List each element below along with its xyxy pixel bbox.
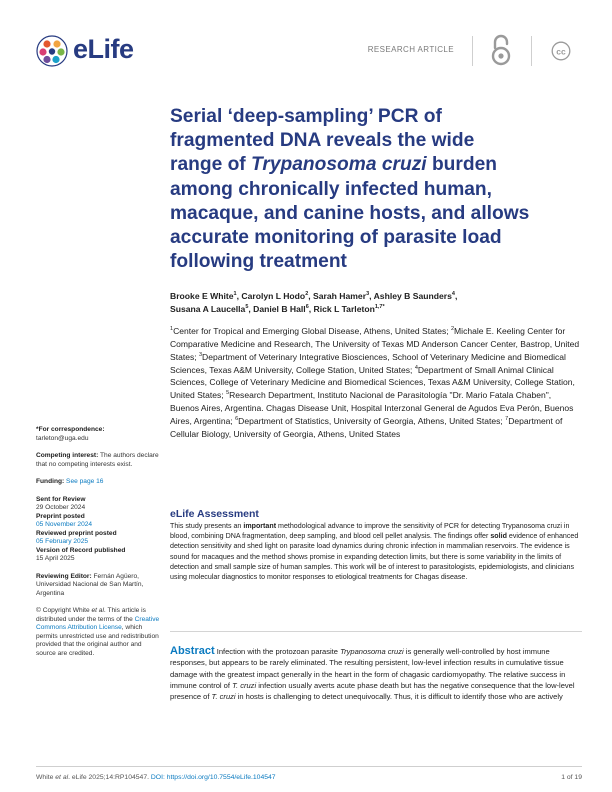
elife-logo[interactable] <box>36 33 146 69</box>
preprint-link[interactable]: 05 November 2024 <box>36 521 93 528</box>
header-divider <box>472 36 473 66</box>
page-number: 1 of 19 <box>561 774 582 781</box>
elife-logo-text: eLife <box>73 34 134 64</box>
correspondence-email[interactable]: tarleton@uga.edu <box>36 434 89 442</box>
publication-history: Sent for Review 29 October 2024 Preprint posted 05 November 2024 Reviewed preprint posted 05 February 2025 Version of Record published 15 April 2025 <box>36 496 160 564</box>
author-name[interactable]: Rick L Tarleton <box>313 304 375 314</box>
section-divider <box>170 631 582 632</box>
creative-commons-icon[interactable] <box>551 41 571 61</box>
author-name[interactable]: Ashley B Saunders <box>373 291 452 301</box>
author-list: Brooke E White$^1$, Carolyn L Hodo$^2$, Sarah Hamer$^3$, Ashley B Saunders$^4$, Susana A Laucella$^5$, Daniel B Hall$^6$, Rick L Tarleton$^{1,7*}$ <box>170 291 458 314</box>
doi-link[interactable]: DOI: https://doi.org/10.7554/eLife.104547 <box>150 774 276 781</box>
article-type-label: RESEARCH ARTICLE <box>367 45 454 54</box>
copyright-block: © Copyright White et al. This article is distributed under the terms of the Creative Commons Attribution License, which permits unrestricted use and redistribution provided that the original author and source are credited. <box>36 607 160 657</box>
author-name[interactable]: Brooke E White <box>170 291 234 301</box>
author-name[interactable]: Sarah Hamer <box>313 291 367 301</box>
reviewed-preprint-link[interactable]: 05 February 2025 <box>36 538 89 545</box>
assessment-heading: eLife Assessment <box>170 508 259 520</box>
competing-interest-block: Competing interest: The authors declare that no competing interests exist. <box>36 452 159 468</box>
abstract: Abstract Infection with the protozoan parasite Trypanosoma cruzi is generally well-controlled by host immune responses, but appears to be rarely eliminated. The resulting persistent, low-level infection results in cumulative tissue damage with the greatest impact generally in the heart in the form of chagasic cardiomyopathy. The relative success in immune control of T. cruzi infection usually averts acute phase death but has the negative consequence that the low-level presence of T. cruzi in hosts is challenging to detect unequivocally. Thus, it is difficult to identify those who are actively <box>170 645 575 702</box>
article-sidebar <box>36 426 160 667</box>
copyright-icon: © <box>36 607 41 614</box>
affiliation-list: $^1$Center for Tropical and Emerging Global Disease, Athens, United States; $^2$Michale E. Keeling Center for Comparative Medicine and Research, The University of Texas MD Anderson Cancer Center, Bastrop, United States; $^3$Department of Veterinary Integrative Biosciences, School of Veterinary Medicine and Biomedical Sciences, Texas A&M University, College Station, United States; $^4$Department of Small Animal Clinical Sciences, College of Veterinary Medicine and Biomedical Sciences, Texas A&M University, College Station, United States; $^5$Research Department, Instituto Nacional de Parasitología "Dr. Mario Fatala Chaben", Buenos Aires, Argentina. Chagas Disease Unit, Hospital Interzonal General de Agudos Eva Perón, Buenos Aires, Argentina; $^6$Department of Statistics, University of Georgia, Athens, United States; $^7$Department of Cellular Biology, University of Georgia, Athens, United States <box>170 326 580 439</box>
license-link[interactable]: Creative Commons Attribution License <box>36 615 160 631</box>
header-divider <box>531 36 532 66</box>
abstract-heading: Abstract <box>170 645 215 657</box>
footer-divider <box>36 766 582 767</box>
correspondence-block: *For correspondence: tarleton@uga.edu <box>36 426 160 443</box>
funding-block: Funding: See page 16 <box>36 478 104 485</box>
author-name[interactable]: Daniel B Hall <box>253 304 306 314</box>
reviewing-editor-block: Reviewing Editor: Fernán Agüero, Universidad Nacional de San Martín, Argentina <box>36 572 144 597</box>
elife-logo-mark-icon <box>36 35 68 67</box>
author-name[interactable]: Susana A Laucella <box>170 304 246 314</box>
open-access-icon[interactable] <box>490 33 512 67</box>
footer-citation: White et al. eLife 2025;14:RP104547. DOI: https://doi.org/10.7554/eLife.104547 <box>36 774 276 781</box>
funding-link[interactable]: See page 16 <box>66 478 104 485</box>
article-title: Serial ‘deep-sampling’ PCR of fragmented DNA reveals the wide range of Trypanosoma cruzi burden among chronically infected human, macaque, and canine hosts, and allows accurate monitoring of parasite load following treatment <box>170 106 530 273</box>
author-name[interactable]: Carolyn L Hodo <box>241 291 306 301</box>
assessment-body: This study presents an important methodological advance to improve the sensitivity of PCR for detecting Trypanosoma cruzi in blood, combining DNA fragmentation, deep sampling, and blood cell pellet analysis. The findings offer solid evidence of enhanced detection sensitivity and shed light on parasite load dynamics during chronic infection in mammalian reservoirs. The evidence is sound for macaques and the method shows promise in expanding detection limits, but there is some variability in the limits of detection and small sample size of human samples. This work will be of interest to parasitologists, epidemiologists, and clinicians using molecular diagnostics to monitor responses to etiological treatments for Chagas disease. <box>170 522 579 582</box>
cc-icon-label: cc <box>556 46 566 57</box>
